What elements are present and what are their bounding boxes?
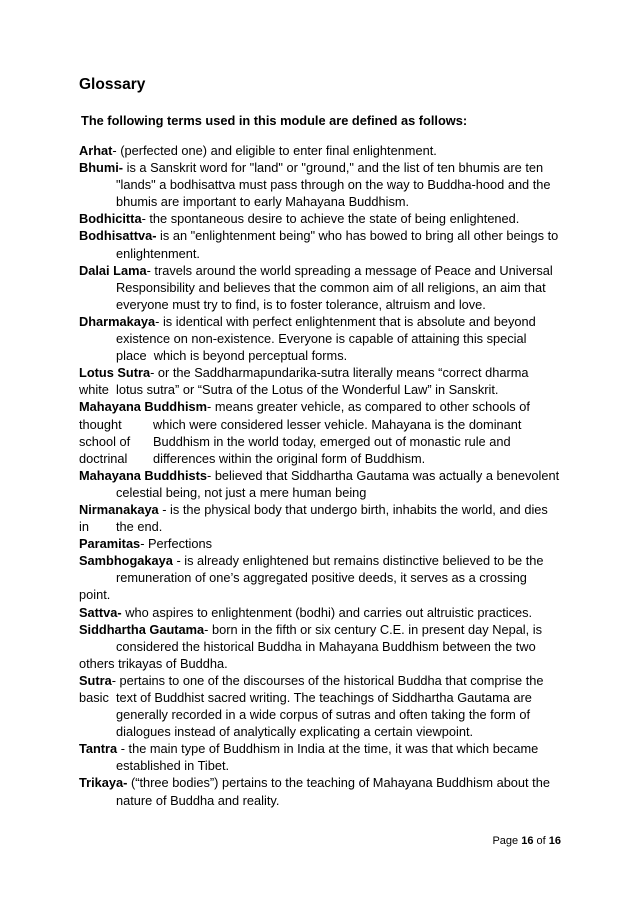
page-title: Glossary xyxy=(79,76,146,93)
glossary-definition: - the main type of Buddhism in India at the time, it was that which became xyxy=(117,741,539,757)
glossary-term: Mahayana Buddhists xyxy=(79,467,207,483)
glossary-term: Siddhartha Gautama xyxy=(79,621,205,637)
glossary-definition-line: remuneration of one’s aggregated positive deeds, it serves as a crossing xyxy=(116,570,527,586)
glossary-entry-dharmakaya xyxy=(79,313,569,364)
page-of-label: of xyxy=(533,835,549,847)
glossary-definition-line: "lands" a bodhisattva must pass through on the way to Buddha-hood and the xyxy=(116,177,551,193)
glossary-term: Arhat xyxy=(79,143,113,158)
current-page-number: 16 xyxy=(521,835,534,847)
glossary-term: Dalai Lama xyxy=(79,262,147,278)
glossary-definition-line: bhumis are important to early Mahayana Buddhism. xyxy=(116,194,410,210)
glossary-definition-word: thought xyxy=(79,416,122,432)
glossary-definition-line: Buddhism in the world today, emerged out of monastic rule and xyxy=(153,433,511,449)
glossary-definition-line: others trikayas of Buddha. xyxy=(79,655,228,671)
glossary-term: Dharmakaya xyxy=(79,313,156,329)
glossary-entry-sambhogakaya xyxy=(79,552,569,603)
glossary-definition-word: basic xyxy=(79,690,109,705)
glossary-definition: is a Sanskrit word for "land" or "ground," and the list of ten bhumis are ten xyxy=(123,160,544,176)
glossary-definition-line: text of Buddhist sacred writing. The teachings of Siddhartha Gautama are xyxy=(116,690,532,705)
glossary-definition-line: established in Tibet. xyxy=(116,758,230,774)
glossary-definition: - born in the fifth or six century C.E. in present day Nepal, is xyxy=(204,621,543,637)
page-label: Page xyxy=(492,835,522,847)
glossary-definition: - is the physical body that undergo birth, inhabits the world, and dies xyxy=(158,501,548,517)
glossary-term: Trikaya- xyxy=(79,775,128,791)
glossary-definition-word: white xyxy=(79,382,109,398)
glossary-entry-dalai-lama xyxy=(79,262,569,313)
glossary-definition-line: enlightenment. xyxy=(116,245,200,261)
glossary-definition-line: which were considered lesser vehicle. Mahayana is the dominant xyxy=(153,416,522,432)
glossary-definition: - (perfected one) and eligible to enter final enlightenment. xyxy=(112,143,437,158)
glossary-definition-word: in xyxy=(79,519,89,535)
glossary-entry-mahayana-buddhism xyxy=(79,398,569,466)
glossary-definition: is an "enlightenment being" who has bowed to bring all other beings to xyxy=(156,228,559,244)
glossary-term: Sambhogakaya xyxy=(79,553,173,569)
glossary-definition-line: everyone must try to find, is to foster tolerance, altruism and love. xyxy=(116,296,486,312)
glossary-definition-word: doctrinal xyxy=(79,450,128,466)
glossary-entry-trikaya xyxy=(79,774,569,808)
glossary-entry-sattva xyxy=(79,604,569,621)
glossary-definition: - is already enlightened but remains distinctive believed to be the xyxy=(172,553,544,569)
glossary-definition-line: celestial being, not just a mere human being xyxy=(116,484,367,500)
glossary-term: Sutra xyxy=(79,672,112,688)
glossary-definition-line: place which is beyond perceptual forms. xyxy=(116,348,348,364)
glossary-term: Paramitas xyxy=(79,536,141,552)
glossary-definition-line: differences within the original form of Buddhism. xyxy=(153,450,426,466)
total-page-number: 16 xyxy=(548,835,561,847)
glossary-definition-line: lotus sutra” or “Sutra of the Lotus of the Wonderful Law” in Sanskrit. xyxy=(116,382,499,398)
glossary-entry-bodhicitta xyxy=(79,210,569,227)
glossary-entry-sutra xyxy=(79,672,569,740)
glossary-term: Bodhisattva- xyxy=(79,228,157,244)
glossary-definition: - means greater vehicle, as compared to other schools of xyxy=(207,399,530,415)
glossary-definition: - Perfections xyxy=(140,536,213,552)
glossary-definition: - believed that Siddhartha Gautama was actually a benevolent xyxy=(207,467,560,483)
glossary-term: Tantra xyxy=(79,741,118,757)
glossary-definition: - travels around the world spreading a message of Peace and Universal xyxy=(146,262,553,278)
glossary-term: Mahayana Buddhism xyxy=(79,399,207,415)
glossary-definition-line: Responsibility and believes that the common aim of all religions, an aim that xyxy=(116,279,546,295)
page-number-footer xyxy=(492,835,561,847)
glossary-definition-word: school of xyxy=(79,433,131,449)
glossary-list xyxy=(79,142,569,809)
glossary-entry-lotus-sutra xyxy=(79,364,569,398)
glossary-definition: - is identical with perfect enlightenment that is absolute and beyond xyxy=(155,313,536,329)
glossary-entry-tantra xyxy=(79,740,569,774)
glossary-term: Nirmanakaya xyxy=(79,501,159,517)
glossary-entry-arhat xyxy=(79,142,569,159)
intro-text: The following terms used in this module are defined as follows: xyxy=(81,113,468,128)
glossary-entry-paramitas xyxy=(79,535,569,552)
glossary-definition-line: the end. xyxy=(116,519,163,535)
glossary-entry-nirmanakaya xyxy=(79,501,569,535)
glossary-entry-siddhartha-gautama xyxy=(79,621,569,672)
glossary-definition-line: point. xyxy=(79,587,111,603)
glossary-definition-line: considered the historical Buddha in Mahayana Buddhism between the two xyxy=(116,638,536,654)
glossary-term: Bodhicitta xyxy=(79,211,142,227)
glossary-entry-bhumi xyxy=(79,159,569,210)
glossary-definition-line: dialogues instead of analytically explicating a certain viewpoint. xyxy=(116,724,474,740)
glossary-definition: (“three bodies”) pertains to the teaching of Mahayana Buddhism about the xyxy=(127,775,550,791)
glossary-entry-bodhisattva xyxy=(79,227,569,261)
glossary-term: Bhumi- xyxy=(79,160,124,176)
glossary-definition: who aspires to enlightenment (bodhi) and carries out altruistic practices. xyxy=(121,604,533,620)
glossary-term: Sattva- xyxy=(79,604,122,620)
glossary-entry-mahayana-buddhists xyxy=(79,467,569,501)
glossary-definition-line: existence on non-existence. Everyone is capable of attaining this special xyxy=(116,331,527,347)
glossary-definition-line: nature of Buddha and reality. xyxy=(116,792,280,808)
glossary-term: Lotus Sutra xyxy=(79,365,151,381)
glossary-definition: - or the Saddharmapundarika-sutra literally means “correct dharma xyxy=(150,365,529,381)
glossary-definition: - the spontaneous desire to achieve the state of being enlightened. xyxy=(141,211,520,227)
glossary-definition: - pertains to one of the discourses of the historical Buddha that comprise the xyxy=(111,672,544,688)
glossary-definition-line: generally recorded in a wide corpus of sutras and often taking the form of xyxy=(116,707,530,723)
